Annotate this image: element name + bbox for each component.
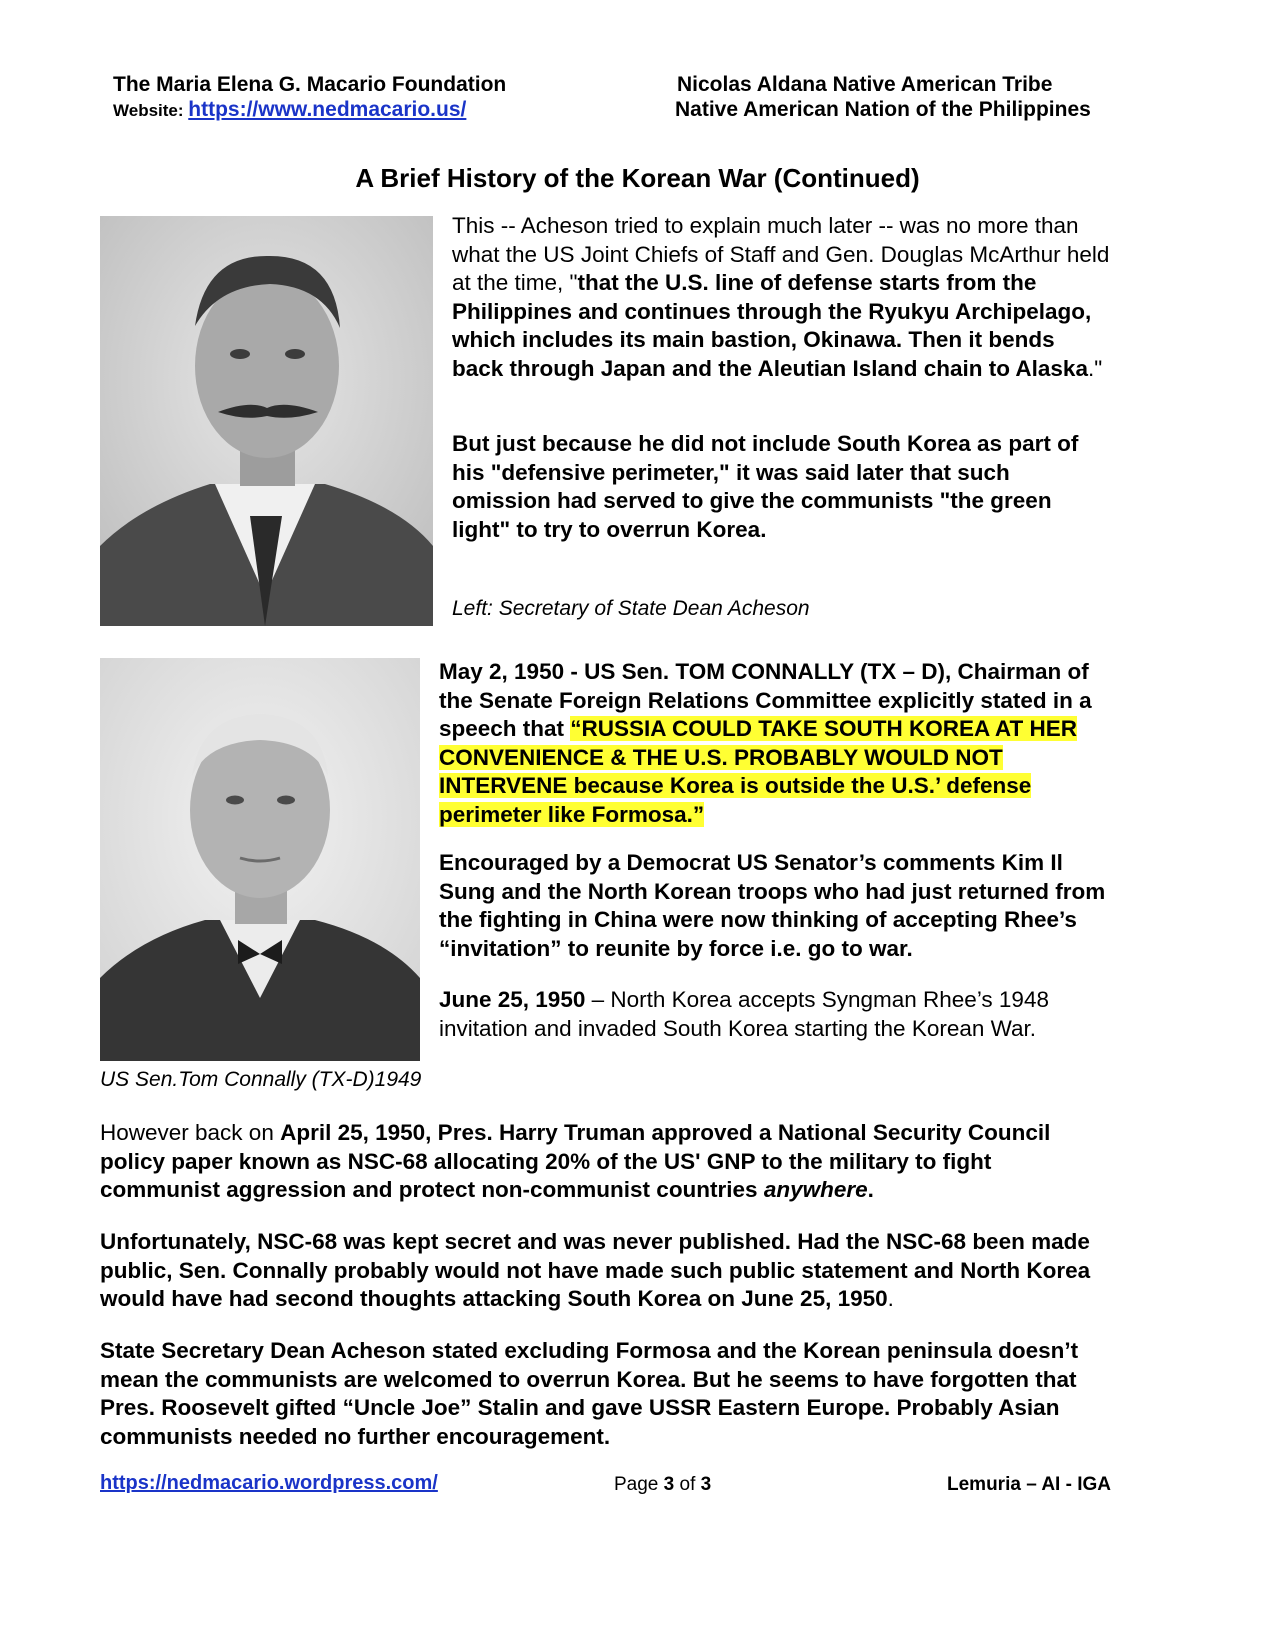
website-link[interactable]: https://www.nedmacario.us/ [188,98,467,121]
header-org-right-1: Nicolas Aldana Native American Tribe [677,73,1053,96]
footer-link-wrap [100,1472,438,1495]
acheson-paragraph-2: But just because he did not include South Korea as part of his "defensive perimeter," it was said later that such omission had served to give the communists "the green light" to try to overrun Korea. [452,431,1079,542]
nsc68-period: . [867,1177,874,1202]
connally-highlighted-quote: “RUSSIA COULD TAKE SOUTH KOREA AT HER CONVENIENCE & THE U.S. PROBABLY WOULD NOT INTERVENE because Korea is outside the U.S.’ defense perimeter like Formosa.” [439,716,1077,827]
acheson-intro-text: This -- Acheson tried to explain much later -- was no more than what the US Joint Chiefs of Staff and Gen. Douglas McArthur held at the time, " [452,213,1110,295]
connally-paragraph-3 [439,986,1114,1043]
nsc68-anywhere: anywhere [763,1177,868,1202]
photo-tom-connally [100,658,420,1061]
page-of: of [674,1474,701,1495]
connally-paragraph-1 [439,658,1114,829]
website-label: Website: [113,101,189,120]
portrait-connally-image [100,658,420,1061]
header-website [113,97,466,124]
header-org-right-2: Native American Nation of the Philippines [675,98,1091,121]
footer-right-label: Lemuria – AI - IGA [947,1474,1111,1495]
acheson-paragraph-1 [452,212,1112,383]
page-total: 3 [700,1474,712,1495]
body-paragraph-3: State Secretary Dean Acheson stated excluding Formosa and the Korean peninsula doesn’t mean the communists are welcomed to overrun Korea. But he seems to have forgotten that Pres. Roosevelt gifted “Uncle Joe” Stalin and gave USSR Eastern Europe. Probably Asian communists needed no further encouragement. [100,1338,1079,1449]
body-paragraph-2 [100,1228,1115,1314]
page-current: 3 [663,1474,675,1495]
nsc68-secret-text: Unfortunately, NSC-68 was kept secret and was never published. Had the NSC-68 been made public, Sen. Connally probably would not have made such public statement and North Korea would have had second thoughts attacking South Korea on June 25, 1950 [100,1229,1091,1311]
nsc68-lead: However back on [100,1120,281,1145]
june-25-date: June 25, 1950 [439,987,586,1012]
page-prefix: Page [614,1474,664,1495]
nsc68-secret-period: . [887,1286,894,1311]
connally-photo-caption: US Sen.Tom Connally (TX-D)1949 [100,1068,422,1091]
connally-paragraph-2: Encouraged by a Democrat US Senator’s comments Kim Il Sung and the North Korean troops who had just returned from the fighting in China were now thinking of accepting Rhee’s “invitation” to reunite by force i.e. go to war. [439,850,1106,961]
header-org-left: The Maria Elena G. Macario Foundation [113,73,507,96]
portrait-acheson-image [100,216,433,626]
page-number [614,1474,711,1496]
photo-dean-acheson [100,216,433,626]
footer-link[interactable]: https://nedmacario.wordpress.com/ [100,1472,438,1494]
acheson-photo-caption: Left: Secretary of State Dean Acheson [452,597,810,620]
defense-line-quote: that the U.S. line of defense starts from the Philippines and continues through the Ryukyu Archipelago, which includes its main bastion, Okinawa. Then it bends back through Japan and the Aleutian Island chain to Alaska [452,270,1092,381]
nsc68-text: April 25, 1950, Pres. Harry Truman approved a National Security Council policy paper known as NSC-68 allocating 20% of the US' GNP to the military to fight communist aggression and protect non-communist countries [100,1120,1051,1202]
invasion-text: – North Korea accepts Syngman Rhee’s 1948 invitation and invaded South Korea starting the Korean War. [439,987,1049,1041]
body-paragraph-1 [100,1119,1115,1205]
acheson-quote-end: ." [1087,355,1103,381]
connally-speech-intro: May 2, 1950 - US Sen. TOM CONNALLY (TX – D), Chairman of the Senate Foreign Relations Committee explicitly stated in a speech that [439,659,1092,741]
page-title: A Brief History of the Korean War (Continued) [355,163,920,193]
